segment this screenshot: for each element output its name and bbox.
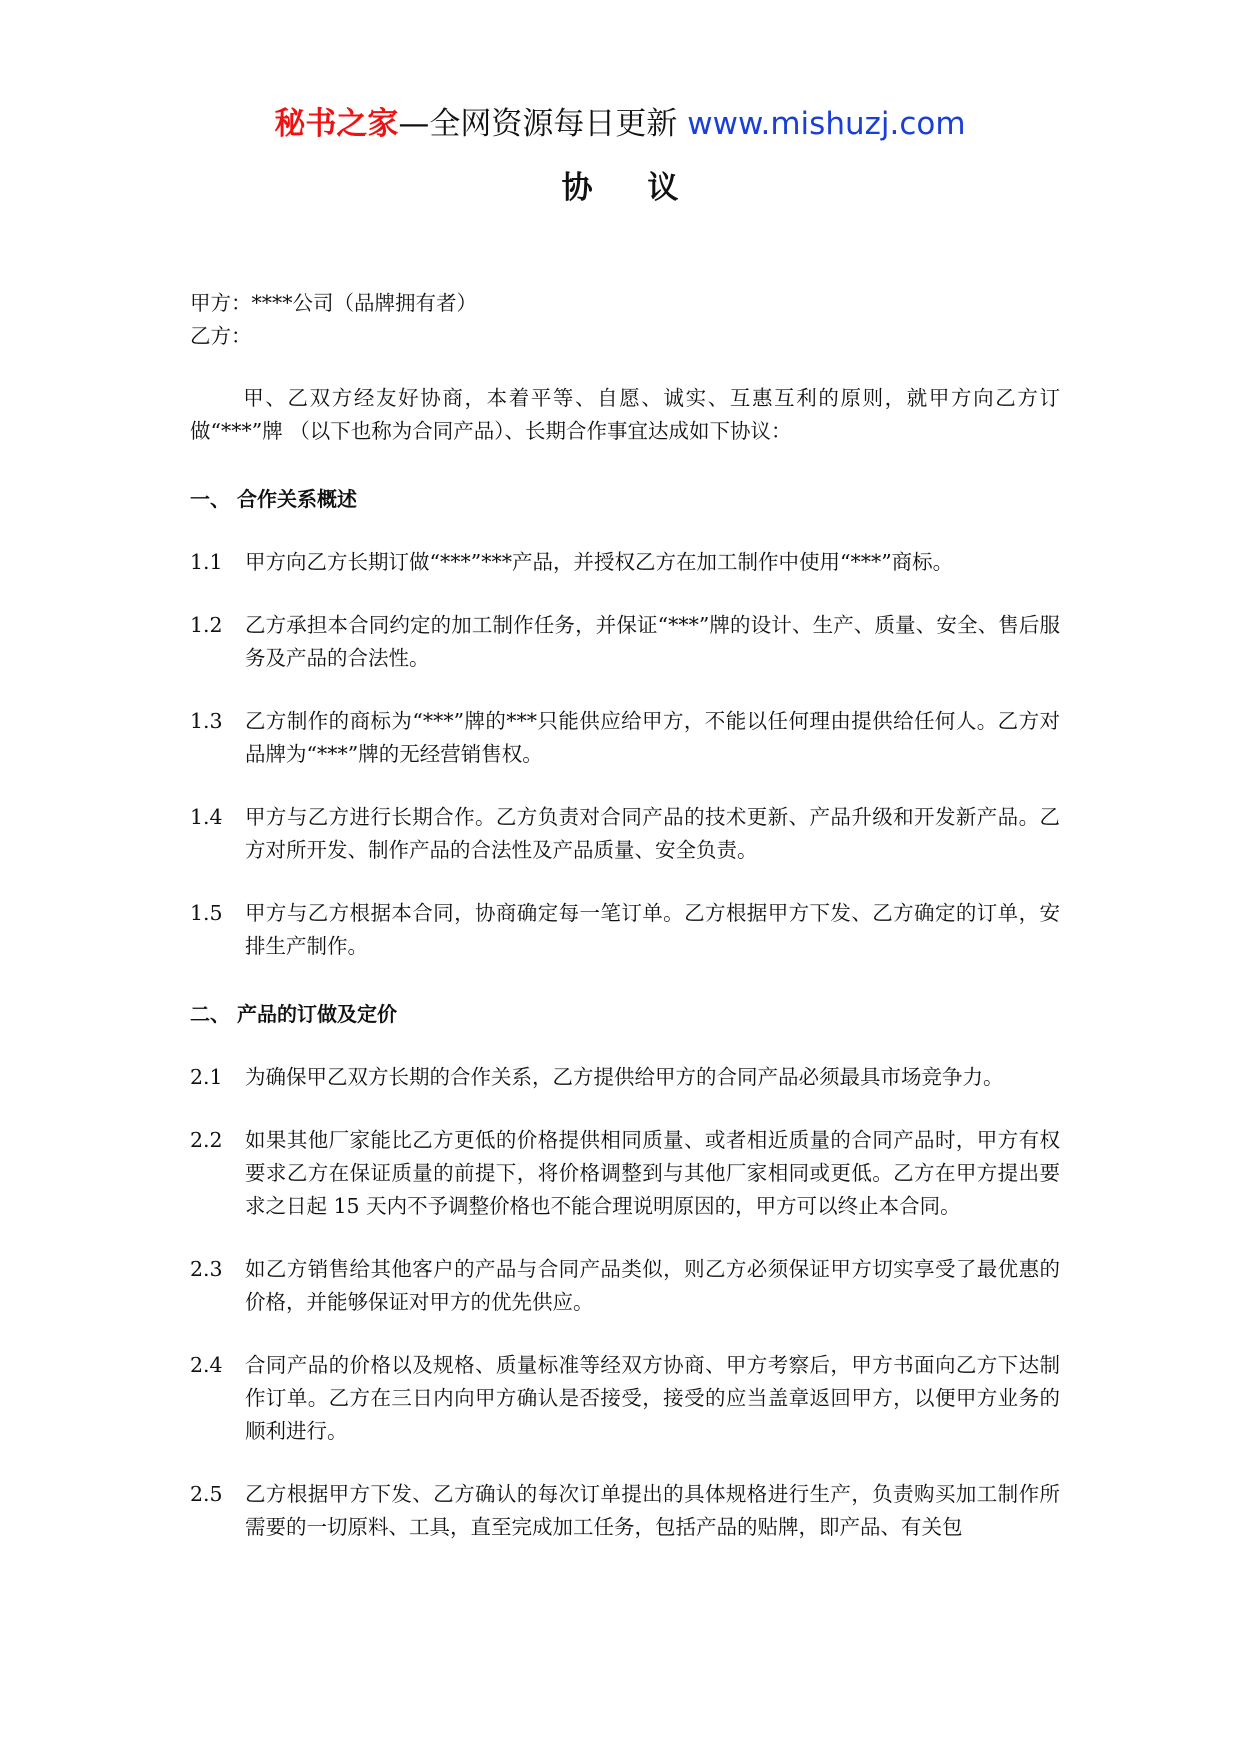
clause-number: 1.4: [190, 805, 223, 829]
site-banner: [0, 104, 1240, 144]
banner-brand: 秘书之家: [274, 106, 399, 142]
party-a-line: 甲方：****公司（品牌拥有者）: [190, 291, 477, 315]
party-b-line: 乙方：: [190, 324, 252, 348]
clause-item: [190, 705, 1060, 771]
clause-item: [190, 1478, 1060, 1544]
clause-text: 乙方根据甲方下发、乙方确认的每次订单提出的具体规格进行生产，负责购买加工制作所需要的一切原料、工具，直至完成加工任务，包括产品的贴牌，即产品、有关包: [245, 1482, 1060, 1539]
intro-paragraph: 甲、乙双方经友好协商，本着平等、自愿、诚实、互惠互利的原则，就甲方向乙方订做“***”牌 （以下也称为合同产品）、长期合作事宜达成如下协议：: [190, 386, 1060, 443]
clause-item: [190, 546, 1060, 579]
section-heading-2: 二、 产品的订做及定价: [190, 1002, 397, 1026]
clause-text: 为确保甲乙双方长期的合作关系，乙方提供给甲方的合同产品必须最具市场竞争力。: [245, 1065, 1004, 1089]
document-body: [190, 287, 1060, 1544]
clause-text: 乙方制作的商标为“***”牌的***只能供应给甲方，不能以任何理由提供给任何人。乙方对品牌为“***”牌的无经营销售权。: [245, 709, 1060, 766]
clause-text: 乙方承担本合同约定的加工制作任务，并保证“***”牌的设计、生产、质量、安全、售后服务及产品的合法性。: [245, 613, 1060, 670]
clause-text: 甲方向乙方长期订做“***”***产品，并授权乙方在加工制作中使用“***”商标。: [245, 550, 954, 574]
section-heading-1: 一、 合作关系概述: [190, 487, 357, 511]
clause-number: 2.1: [190, 1065, 223, 1089]
clause-number: 2.3: [190, 1257, 223, 1281]
document-title: 协 议: [561, 170, 701, 206]
clause-number: 1.5: [190, 901, 223, 925]
clause-number: 2.2: [190, 1128, 223, 1152]
clause-item: [190, 1061, 1060, 1094]
clause-item: [190, 1349, 1060, 1448]
clause-text: 如乙方销售给其他客户的产品与合同产品类似，则乙方必须保证甲方切实享受了最优惠的价格，并能够保证对甲方的优先供应。: [245, 1257, 1060, 1314]
clause-number: 2.4: [190, 1353, 223, 1377]
clause-item: [190, 801, 1060, 867]
banner-url[interactable]: www.mishuzj.com: [687, 106, 966, 142]
clause-text: 甲方与乙方根据本合同，协商确定每一笔订单。乙方根据甲方下发、乙方确定的订单，安排生产制作。: [245, 901, 1060, 958]
clause-item: [190, 1253, 1060, 1319]
clause-item: [190, 1124, 1060, 1223]
clause-number: 1.3: [190, 709, 223, 733]
clause-number: 1.2: [190, 613, 223, 637]
banner-slogan: —全网资源每日更新: [398, 106, 678, 142]
clause-item: [190, 609, 1060, 675]
clause-text: 如果其他厂家能比乙方更低的价格提供相同质量、或者相近质量的合同产品时，甲方有权要求乙方在保证质量的前提下，将价格调整到与其他厂家相同或更低。乙方在甲方提出要求之日起 15 天内不予调整价格也不能合理说明原因的，甲方可以终止本合同。: [245, 1128, 1060, 1218]
clause-text: 合同产品的价格以及规格、质量标准等经双方协商、甲方考察后，甲方书面向乙方下达制作订单。乙方在三日内向甲方确认是否接受，接受的应当盖章返回甲方，以便甲方业务的顺利进行。: [245, 1353, 1060, 1443]
clause-item: [190, 897, 1060, 963]
clause-text: 甲方与乙方进行长期合作。乙方负责对合同产品的技术更新、产品升级和开发新产品。乙方对所开发、制作产品的合法性及产品质量、安全负责。: [245, 805, 1060, 862]
clause-number: 1.1: [190, 550, 223, 574]
clause-number: 2.5: [190, 1482, 223, 1506]
